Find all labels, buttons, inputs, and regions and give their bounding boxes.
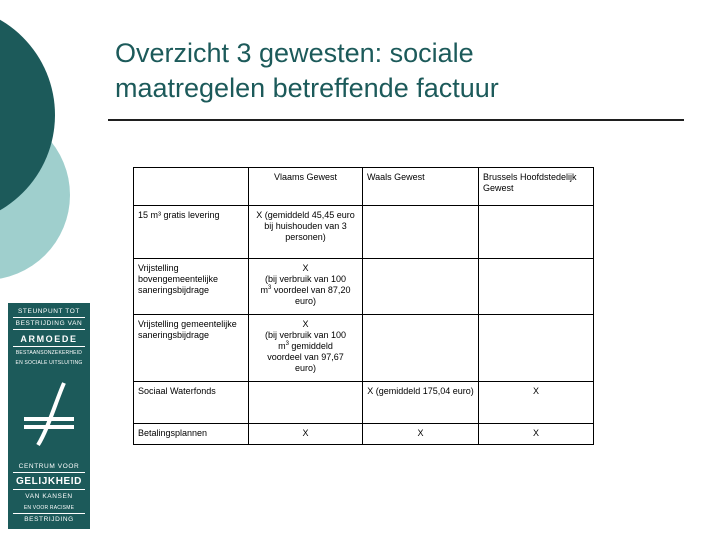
logo-line: ARMOEDE — [20, 334, 78, 344]
logo-rule — [13, 346, 85, 347]
cell-brussels — [479, 315, 594, 382]
cell-brussels: X — [479, 382, 594, 424]
cell-waals: X — [363, 424, 479, 445]
logo-rule — [13, 472, 85, 473]
cell-vlaams: X (bij verbruik van 100 $m^3$ voordeel van 87,20 euro) — [249, 259, 363, 315]
table-row — [134, 382, 594, 424]
logo-rule — [13, 317, 85, 318]
cell-waals — [363, 259, 479, 315]
logo-line: CENTRUM VOOR — [18, 463, 80, 470]
logo-line: VAN KANSEN — [25, 493, 73, 500]
logo-line: EN VOOR RACISME — [23, 505, 75, 511]
cell-vlaams — [249, 382, 363, 424]
title-line-2: maatregelen betreffende factuur — [115, 73, 499, 103]
logo-line: EN SOCIALE UITSLUITING — [15, 360, 83, 366]
logo-rule — [13, 489, 85, 490]
cell-vlaams: X — [249, 424, 363, 445]
header-waals: Waals Gewest — [363, 168, 479, 206]
logo-line: BESTRIJDING — [24, 516, 74, 523]
row-label: Betalingsplannen — [134, 424, 249, 445]
logo-line: BESTRIJDING VAN — [15, 320, 83, 327]
row-label: Vrijstelling bovengemeentelijke saneringsbijdrage — [134, 259, 249, 315]
table-row — [134, 315, 594, 382]
table-row — [134, 259, 594, 315]
row-label: Vrijstelling gemeentelijke saneringsbijdrage — [134, 315, 249, 382]
cell-brussels: X — [479, 424, 594, 445]
cell-waals — [363, 315, 479, 382]
header-vlaams: Vlaams Gewest — [249, 168, 363, 206]
title-divider — [108, 119, 684, 121]
logo-line: BESTAANSONZEKERHEID — [15, 350, 83, 356]
table-row — [134, 206, 594, 259]
cell-waals: X (gemiddeld 175,04 euro) — [363, 382, 479, 424]
logo-rule — [13, 329, 85, 330]
row-label: Sociaal Waterfonds — [134, 382, 249, 424]
cell-brussels — [479, 259, 594, 315]
equality-logo-icon — [18, 379, 80, 449]
logo-line: GELIJKHEID — [15, 476, 82, 487]
logo-rule — [13, 513, 85, 514]
cell-vlaams: X (bij verbruik van 100 $m^3$ gemiddeld voordeel van 97,67 euro) — [249, 315, 363, 382]
row-label: 15 m³ gratis levering — [134, 206, 249, 259]
logo-line: STEUNPUNT TOT — [18, 308, 80, 315]
cell-brussels — [479, 206, 594, 259]
steunpunt-logo — [8, 303, 90, 529]
decorative-circles — [0, 0, 110, 300]
table-row — [134, 424, 594, 445]
title-line-1: Overzicht 3 gewesten: sociale — [115, 38, 474, 68]
measures-table — [133, 167, 594, 445]
cell-vlaams: X (gemiddeld 45,45 euro bij huishouden van 3 personen) — [249, 206, 363, 259]
table-header-row — [134, 168, 594, 206]
cell-waals — [363, 206, 479, 259]
header-empty — [134, 168, 249, 206]
slide-title — [115, 36, 695, 106]
header-brussels: Brussels Hoofdstedelijk Gewest — [479, 168, 594, 206]
